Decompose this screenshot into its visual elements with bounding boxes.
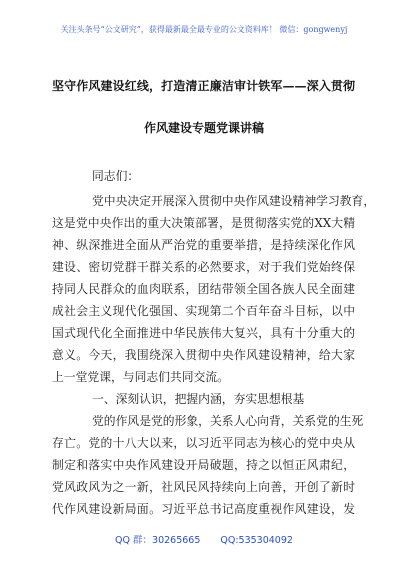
body-line: 党风政风为之一新，社风民风持续向上向善，开创了新时	[52, 480, 355, 494]
body-line: 意义。今天，我围绕深入贯彻中央作风建设精神，给大家	[52, 348, 355, 362]
body-line: 建设、密切党群干群关系的必然要求，对于我们党始终保	[52, 260, 355, 274]
body-line: 存亡。党的十八大以来，以习近平同志为核心的党中央从	[52, 436, 355, 450]
document-title-line-2: 作风建设专题党课讲稿	[143, 121, 264, 135]
body-line: 成社会主义现代化强国、实现第二个百年奋斗目标，以中	[52, 304, 355, 318]
body-line: 制定和落实中央作风建设开局破题，持之以恒正风肃纪，	[52, 458, 355, 472]
body-line: 党中央决定开展深入贯彻中央作风建设精神学习教育，	[92, 194, 376, 208]
body-line: 神、纵深推进全面从严治党的重要举措，是持续深化作风	[52, 238, 355, 252]
body-line: 持同人民群众的血肉联系，团结带领全国各族人民全面建	[52, 282, 355, 296]
body-line: 国式现代化全面推进中华民族伟大复兴，具有十分重大的	[52, 326, 355, 340]
document-title-line-1: 坚守作风建设红线，打造清正廉洁审计铁军——深入贯彻	[52, 79, 355, 93]
footer-qq: QQ:535304092	[220, 535, 293, 546]
body-line: 代作风建设新局面。习近平总书记高度重视作风建设，发	[52, 502, 355, 516]
page-header-text: 关注头条号“公文研究”，获得最新最全最专业的公文资料库！ 微信：gongwenyj	[60, 25, 348, 34]
document-body	[52, 190, 376, 520]
body-line: 这是党中央作出的重大决策部署，是贯彻落实党的XX大精	[52, 216, 355, 230]
salutation: 同志们：	[92, 169, 140, 183]
body-line: 上一堂党课，与同志们共同交流。	[52, 370, 229, 384]
section-heading: 一、深刻认识，把握内涵，夯实思想根基	[92, 392, 305, 406]
page-footer	[0, 535, 408, 547]
body-line: 党的作风是党的形象，关系人心向背，关系党的生死	[92, 414, 364, 428]
footer-qq-group: QQ 群：30265665	[115, 535, 201, 546]
